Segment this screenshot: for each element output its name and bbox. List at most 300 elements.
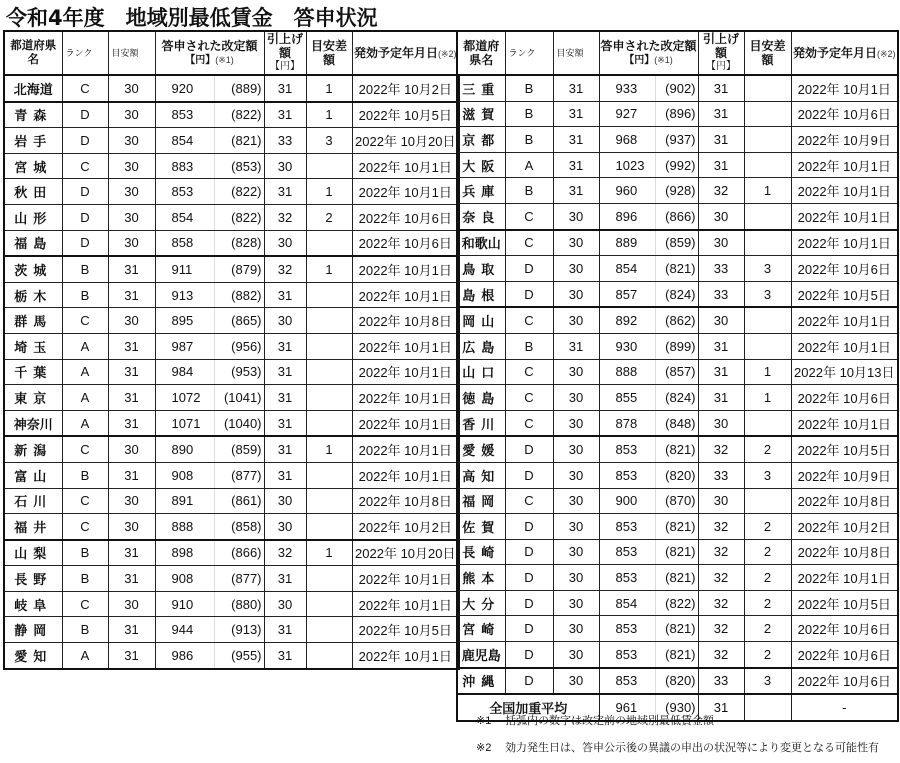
rank-cell: D bbox=[505, 590, 553, 616]
meyasu-cell: 30 bbox=[108, 308, 155, 334]
prefecture-cell: 沖縄 bbox=[457, 668, 505, 695]
page-title: 令和4年度 地域別最低賃金 答申状況 bbox=[6, 6, 378, 30]
table-row bbox=[4, 410, 459, 436]
raise-cell: 32 bbox=[698, 539, 744, 565]
header-raise bbox=[698, 31, 744, 75]
rank-cell: A bbox=[62, 410, 108, 436]
date-cell: 2022年 10月1日 bbox=[352, 643, 459, 669]
amount-cell: 1072 bbox=[155, 385, 214, 411]
raise-cell: 31 bbox=[264, 179, 306, 205]
rank-cell: D bbox=[505, 616, 553, 642]
table-row bbox=[4, 333, 459, 359]
diff-cell: 3 bbox=[306, 128, 352, 154]
footnote-text: 効力発生日は、答申公示後の異議の申出の状況等により変更となる可能性有 bbox=[505, 742, 880, 754]
meyasu-cell: 30 bbox=[553, 359, 599, 385]
previous-amount-cell: (899) bbox=[655, 333, 698, 359]
amount-cell: 883 bbox=[155, 153, 214, 179]
diff-cell: 3 bbox=[744, 256, 791, 282]
table-row bbox=[4, 566, 459, 592]
rank-cell: C bbox=[505, 410, 553, 436]
rank-cell: D bbox=[62, 230, 108, 256]
prefecture-cell: 東京 bbox=[4, 385, 62, 411]
header-raise-unit: 【円】 bbox=[706, 61, 737, 72]
raise-cell: 32 bbox=[264, 540, 306, 566]
rank-cell: A bbox=[62, 333, 108, 359]
diff-cell bbox=[306, 643, 352, 669]
raise-cell: 33 bbox=[698, 256, 744, 282]
rank-cell: D bbox=[505, 642, 553, 668]
prefecture-cell: 山梨 bbox=[4, 540, 62, 566]
meyasu-cell: 31 bbox=[553, 333, 599, 359]
previous-amount-cell: (824) bbox=[655, 385, 698, 411]
diff-cell bbox=[306, 410, 352, 436]
date-cell: 2022年 10月1日 bbox=[791, 178, 898, 204]
previous-amount-cell: (862) bbox=[655, 307, 698, 333]
table-row bbox=[4, 617, 459, 643]
prefecture-cell: 長野 bbox=[4, 566, 62, 592]
previous-amount-cell: (928) bbox=[655, 178, 698, 204]
date-cell: 2022年 10月1日 bbox=[352, 153, 459, 179]
previous-amount-cell: (828) bbox=[214, 230, 264, 256]
raise-cell: 32 bbox=[264, 256, 306, 282]
diff-cell bbox=[744, 307, 791, 333]
date-cell: 2022年 10月6日 bbox=[791, 385, 898, 411]
raise-cell: 31 bbox=[264, 282, 306, 308]
raise-cell: 30 bbox=[698, 307, 744, 333]
date-cell: 2022年 10月20日 bbox=[352, 540, 459, 566]
table-row bbox=[457, 488, 898, 514]
prefecture-cell: 宮崎 bbox=[457, 616, 505, 642]
amount-cell: 854 bbox=[599, 590, 655, 616]
date-cell: 2022年 10月1日 bbox=[791, 565, 898, 591]
prefecture-cell: 栃木 bbox=[4, 282, 62, 308]
previous-amount-cell: (1040) bbox=[214, 410, 264, 436]
previous-amount-cell: (866) bbox=[214, 540, 264, 566]
diff-cell bbox=[744, 230, 791, 256]
diff-cell: 2 bbox=[744, 642, 791, 668]
national-average-date: - bbox=[791, 694, 898, 721]
raise-cell: 31 bbox=[264, 462, 306, 488]
meyasu-cell: 31 bbox=[108, 617, 155, 643]
rank-cell: B bbox=[62, 282, 108, 308]
previous-amount-cell: (896) bbox=[655, 101, 698, 127]
meyasu-cell: 30 bbox=[553, 307, 599, 333]
diff-cell: 1 bbox=[306, 75, 352, 102]
table-row bbox=[457, 75, 898, 101]
meyasu-cell: 30 bbox=[108, 204, 155, 230]
meyasu-cell: 30 bbox=[553, 590, 599, 616]
date-cell: 2022年 10月5日 bbox=[352, 102, 459, 128]
rank-cell: D bbox=[505, 668, 553, 695]
table-row bbox=[4, 75, 459, 102]
prefecture-cell: 宮城 bbox=[4, 153, 62, 179]
prefecture-cell: 鳥取 bbox=[457, 256, 505, 282]
previous-amount-cell: (857) bbox=[655, 359, 698, 385]
previous-amount-cell: (882) bbox=[214, 282, 264, 308]
raise-cell: 31 bbox=[698, 152, 744, 178]
prefecture-cell: 兵庫 bbox=[457, 178, 505, 204]
national-average-prev: (930) bbox=[655, 694, 698, 721]
table-row bbox=[4, 153, 459, 179]
header-amount-label: 答申された改定額 bbox=[600, 38, 697, 53]
date-cell: 2022年 10月6日 bbox=[791, 256, 898, 282]
previous-amount-cell: (821) bbox=[214, 128, 264, 154]
diff-cell: 2 bbox=[744, 565, 791, 591]
prefecture-cell: 埼玉 bbox=[4, 333, 62, 359]
diff-cell: 2 bbox=[744, 590, 791, 616]
previous-amount-cell: (889) bbox=[214, 75, 264, 102]
amount-cell: 1071 bbox=[155, 410, 214, 436]
previous-amount-cell: (824) bbox=[655, 281, 698, 307]
table-row bbox=[4, 359, 459, 385]
meyasu-cell: 30 bbox=[108, 128, 155, 154]
date-cell: 2022年 10月1日 bbox=[352, 410, 459, 436]
previous-amount-cell: (902) bbox=[655, 75, 698, 101]
header-date-label: 発効予定年月日 bbox=[792, 45, 877, 60]
date-cell: 2022年 10月1日 bbox=[791, 410, 898, 436]
amount-cell: 888 bbox=[599, 359, 655, 385]
header-amount-unit: 【円】 bbox=[185, 54, 216, 66]
diff-cell: 1 bbox=[306, 179, 352, 205]
previous-amount-cell: (821) bbox=[655, 256, 698, 282]
meyasu-cell: 31 bbox=[108, 540, 155, 566]
raise-cell: 30 bbox=[698, 488, 744, 514]
previous-amount-cell: (821) bbox=[655, 514, 698, 540]
rank-cell: D bbox=[505, 462, 553, 488]
date-cell: 2022年 10月2日 bbox=[791, 514, 898, 540]
rank-cell: D bbox=[62, 179, 108, 205]
table-row bbox=[457, 127, 898, 153]
prefecture-cell: 北海道 bbox=[4, 75, 62, 102]
header-date bbox=[352, 31, 459, 75]
date-cell: 2022年 10月1日 bbox=[352, 462, 459, 488]
table-row bbox=[457, 590, 898, 616]
table-row bbox=[4, 488, 459, 514]
diff-cell: 2 bbox=[306, 204, 352, 230]
rank-cell: B bbox=[505, 333, 553, 359]
amount-cell: 853 bbox=[599, 616, 655, 642]
amount-cell: 898 bbox=[155, 540, 214, 566]
raise-cell: 31 bbox=[264, 617, 306, 643]
footnote-2 bbox=[476, 739, 879, 755]
meyasu-cell: 30 bbox=[553, 539, 599, 565]
rank-cell: C bbox=[505, 385, 553, 411]
previous-amount-cell: (861) bbox=[214, 488, 264, 514]
diff-cell bbox=[744, 127, 791, 153]
raise-cell: 31 bbox=[264, 566, 306, 592]
footnote-mark: ※1 bbox=[476, 715, 492, 727]
prefecture-cell: 岐阜 bbox=[4, 591, 62, 617]
prefecture-cell: 奈良 bbox=[457, 203, 505, 229]
rank-cell: D bbox=[505, 256, 553, 282]
date-cell: 2022年 10月1日 bbox=[791, 75, 898, 101]
date-cell: 2022年 10月5日 bbox=[791, 590, 898, 616]
prefecture-cell: 群馬 bbox=[4, 308, 62, 334]
table-row bbox=[4, 179, 459, 205]
amount-cell: 896 bbox=[599, 203, 655, 229]
date-cell: 2022年 10月1日 bbox=[352, 256, 459, 282]
table-row bbox=[4, 308, 459, 334]
diff-cell: 1 bbox=[744, 359, 791, 385]
diff-cell bbox=[744, 333, 791, 359]
amount-cell: 853 bbox=[599, 436, 655, 462]
previous-amount-cell: (821) bbox=[655, 642, 698, 668]
table-row bbox=[457, 616, 898, 642]
raise-cell: 31 bbox=[698, 359, 744, 385]
raise-cell: 31 bbox=[698, 101, 744, 127]
meyasu-cell: 30 bbox=[108, 75, 155, 102]
amount-cell: 854 bbox=[155, 204, 214, 230]
date-cell: 2022年 10月8日 bbox=[791, 488, 898, 514]
amount-cell: 854 bbox=[599, 256, 655, 282]
date-cell: 2022年 10月5日 bbox=[352, 617, 459, 643]
raise-cell: 30 bbox=[264, 488, 306, 514]
previous-amount-cell: (821) bbox=[655, 616, 698, 642]
raise-cell: 32 bbox=[698, 590, 744, 616]
prefecture-cell: 山形 bbox=[4, 204, 62, 230]
table-row bbox=[457, 668, 898, 695]
date-cell: 2022年 10月1日 bbox=[352, 566, 459, 592]
raise-cell: 30 bbox=[264, 308, 306, 334]
raise-cell: 30 bbox=[698, 230, 744, 256]
national-average-amount: 961 bbox=[599, 694, 655, 721]
table-row bbox=[4, 256, 459, 282]
meyasu-cell: 30 bbox=[108, 179, 155, 205]
table-row bbox=[4, 643, 459, 669]
table-row bbox=[4, 204, 459, 230]
date-cell: 2022年 10月9日 bbox=[791, 462, 898, 488]
meyasu-cell: 30 bbox=[553, 256, 599, 282]
rank-cell: C bbox=[62, 591, 108, 617]
prefecture-cell: 秋田 bbox=[4, 179, 62, 205]
amount-cell: 910 bbox=[155, 591, 214, 617]
meyasu-cell: 30 bbox=[553, 642, 599, 668]
diff-cell: 1 bbox=[306, 436, 352, 462]
amount-cell: 927 bbox=[599, 101, 655, 127]
meyasu-cell: 30 bbox=[553, 203, 599, 229]
raise-cell: 31 bbox=[698, 127, 744, 153]
table-row bbox=[4, 462, 459, 488]
footnote-1 bbox=[476, 712, 714, 728]
header-rank: ランク bbox=[62, 31, 108, 75]
rank-cell: C bbox=[62, 75, 108, 102]
table-row bbox=[457, 436, 898, 462]
rank-cell: B bbox=[505, 101, 553, 127]
amount-cell: 911 bbox=[155, 256, 214, 282]
rank-cell: C bbox=[62, 436, 108, 462]
previous-amount-cell: (853) bbox=[214, 153, 264, 179]
raise-cell: 32 bbox=[698, 565, 744, 591]
header-raise-unit: 【円】 bbox=[270, 61, 301, 72]
raise-cell: 31 bbox=[264, 102, 306, 128]
prefecture-cell: 熊本 bbox=[457, 565, 505, 591]
amount-cell: 889 bbox=[599, 230, 655, 256]
date-cell: 2022年 10月1日 bbox=[791, 230, 898, 256]
table-row bbox=[4, 540, 459, 566]
prefecture-cell: 静岡 bbox=[4, 617, 62, 643]
amount-cell: 986 bbox=[155, 643, 214, 669]
raise-cell: 33 bbox=[698, 668, 744, 695]
amount-cell: 853 bbox=[599, 514, 655, 540]
date-cell: 2022年 10月5日 bbox=[791, 281, 898, 307]
diff-cell: 2 bbox=[744, 436, 791, 462]
table-row bbox=[4, 102, 459, 128]
previous-amount-cell: (956) bbox=[214, 333, 264, 359]
previous-amount-cell: (822) bbox=[214, 179, 264, 205]
prefecture-cell: 滋賀 bbox=[457, 101, 505, 127]
date-cell: 2022年 10月1日 bbox=[352, 282, 459, 308]
table-row bbox=[457, 152, 898, 178]
amount-cell: 933 bbox=[599, 75, 655, 101]
amount-cell: 900 bbox=[599, 488, 655, 514]
meyasu-cell: 31 bbox=[553, 127, 599, 153]
table-row bbox=[457, 281, 898, 307]
table-row bbox=[457, 410, 898, 436]
meyasu-cell: 30 bbox=[553, 565, 599, 591]
previous-amount-cell: (848) bbox=[655, 410, 698, 436]
raise-cell: 31 bbox=[264, 75, 306, 102]
rank-cell: D bbox=[62, 102, 108, 128]
header-prefecture: 都道府県名 bbox=[457, 31, 505, 75]
diff-cell bbox=[306, 282, 352, 308]
date-cell: 2022年 10月6日 bbox=[352, 230, 459, 256]
previous-amount-cell: (822) bbox=[214, 204, 264, 230]
rank-cell: C bbox=[62, 514, 108, 540]
amount-cell: 854 bbox=[155, 128, 214, 154]
date-cell: 2022年 10月8日 bbox=[352, 308, 459, 334]
raise-cell: 31 bbox=[698, 385, 744, 411]
diff-cell bbox=[306, 308, 352, 334]
meyasu-cell: 31 bbox=[553, 101, 599, 127]
table-header-row bbox=[4, 31, 459, 75]
date-cell: 2022年 10月6日 bbox=[352, 204, 459, 230]
diff-cell: 3 bbox=[744, 462, 791, 488]
raise-cell: 33 bbox=[698, 462, 744, 488]
previous-amount-cell: (820) bbox=[655, 462, 698, 488]
meyasu-cell: 31 bbox=[108, 643, 155, 669]
diff-cell bbox=[306, 462, 352, 488]
date-cell: 2022年 10月1日 bbox=[352, 179, 459, 205]
meyasu-cell: 30 bbox=[553, 514, 599, 540]
amount-cell: 853 bbox=[599, 539, 655, 565]
table-row bbox=[457, 385, 898, 411]
meyasu-cell: 30 bbox=[553, 230, 599, 256]
header-amount bbox=[599, 31, 698, 75]
amount-cell: 984 bbox=[155, 359, 214, 385]
previous-amount-cell: (822) bbox=[214, 102, 264, 128]
header-date bbox=[791, 31, 898, 75]
previous-amount-cell: (877) bbox=[214, 462, 264, 488]
date-cell: 2022年 10月1日 bbox=[352, 385, 459, 411]
header-raise-label: 引上げ額 bbox=[267, 32, 304, 60]
header-meyasu: 目安額 bbox=[553, 31, 599, 75]
date-cell: 2022年 10月6日 bbox=[791, 616, 898, 642]
amount-cell: 908 bbox=[155, 462, 214, 488]
table-row bbox=[4, 514, 459, 540]
meyasu-cell: 31 bbox=[108, 566, 155, 592]
diff-cell bbox=[306, 153, 352, 179]
raise-cell: 30 bbox=[264, 591, 306, 617]
amount-cell: 853 bbox=[599, 565, 655, 591]
table-row bbox=[4, 230, 459, 256]
previous-amount-cell: (859) bbox=[655, 230, 698, 256]
prefecture-cell: 長崎 bbox=[457, 539, 505, 565]
meyasu-cell: 31 bbox=[108, 410, 155, 436]
rank-cell: A bbox=[505, 152, 553, 178]
meyasu-cell: 30 bbox=[553, 462, 599, 488]
date-cell: 2022年 10月2日 bbox=[352, 514, 459, 540]
previous-amount-cell: (821) bbox=[655, 565, 698, 591]
prefecture-cell: 福井 bbox=[4, 514, 62, 540]
rank-cell: A bbox=[62, 359, 108, 385]
amount-cell: 930 bbox=[599, 333, 655, 359]
prefecture-cell: 新潟 bbox=[4, 436, 62, 462]
rank-cell: D bbox=[62, 204, 108, 230]
date-cell: 2022年 10月1日 bbox=[352, 333, 459, 359]
date-cell: 2022年 10月6日 bbox=[791, 668, 898, 695]
amount-cell: 853 bbox=[155, 179, 214, 205]
raise-cell: 30 bbox=[264, 153, 306, 179]
footnote-mark: ※2 bbox=[476, 742, 492, 754]
rank-cell: D bbox=[505, 436, 553, 462]
header-amount-note: (※1) bbox=[654, 54, 673, 65]
meyasu-cell: 30 bbox=[553, 488, 599, 514]
prefecture-cell: 広島 bbox=[457, 333, 505, 359]
diff-cell bbox=[744, 410, 791, 436]
left-table-body bbox=[4, 75, 459, 669]
date-cell: 2022年 10月1日 bbox=[791, 333, 898, 359]
date-cell: 2022年 10月1日 bbox=[352, 436, 459, 462]
header-meyasu: 目安額 bbox=[108, 31, 155, 75]
header-date-label: 発効予定年月日 bbox=[353, 45, 438, 60]
date-cell: 2022年 10月20日 bbox=[352, 128, 459, 154]
table-row bbox=[457, 307, 898, 333]
prefecture-cell: 山口 bbox=[457, 359, 505, 385]
header-date-note: (※2) bbox=[877, 48, 896, 59]
raise-cell: 32 bbox=[698, 514, 744, 540]
raise-cell: 32 bbox=[698, 616, 744, 642]
previous-amount-cell: (992) bbox=[655, 152, 698, 178]
rank-cell: A bbox=[62, 643, 108, 669]
table-row bbox=[457, 101, 898, 127]
prefecture-cell: 神奈川 bbox=[4, 410, 62, 436]
rank-cell: C bbox=[505, 359, 553, 385]
table-row bbox=[457, 230, 898, 256]
raise-cell: 30 bbox=[698, 410, 744, 436]
meyasu-cell: 31 bbox=[108, 333, 155, 359]
left-wage-table bbox=[3, 30, 460, 670]
raise-cell: 32 bbox=[698, 178, 744, 204]
amount-cell: 892 bbox=[599, 307, 655, 333]
meyasu-cell: 31 bbox=[108, 359, 155, 385]
meyasu-cell: 30 bbox=[553, 616, 599, 642]
prefecture-cell: 岡山 bbox=[457, 307, 505, 333]
meyasu-cell: 30 bbox=[553, 281, 599, 307]
previous-amount-cell: (937) bbox=[655, 127, 698, 153]
prefecture-cell: 三重 bbox=[457, 75, 505, 101]
diff-cell: 2 bbox=[744, 514, 791, 540]
amount-cell: 1023 bbox=[599, 152, 655, 178]
table-row bbox=[457, 565, 898, 591]
table-row bbox=[4, 436, 459, 462]
meyasu-cell: 31 bbox=[553, 152, 599, 178]
diff-cell bbox=[744, 101, 791, 127]
meyasu-cell: 31 bbox=[553, 75, 599, 101]
header-amount bbox=[155, 31, 264, 75]
header-diff: 目安差額 bbox=[306, 31, 352, 75]
meyasu-cell: 30 bbox=[108, 514, 155, 540]
table-row bbox=[4, 282, 459, 308]
